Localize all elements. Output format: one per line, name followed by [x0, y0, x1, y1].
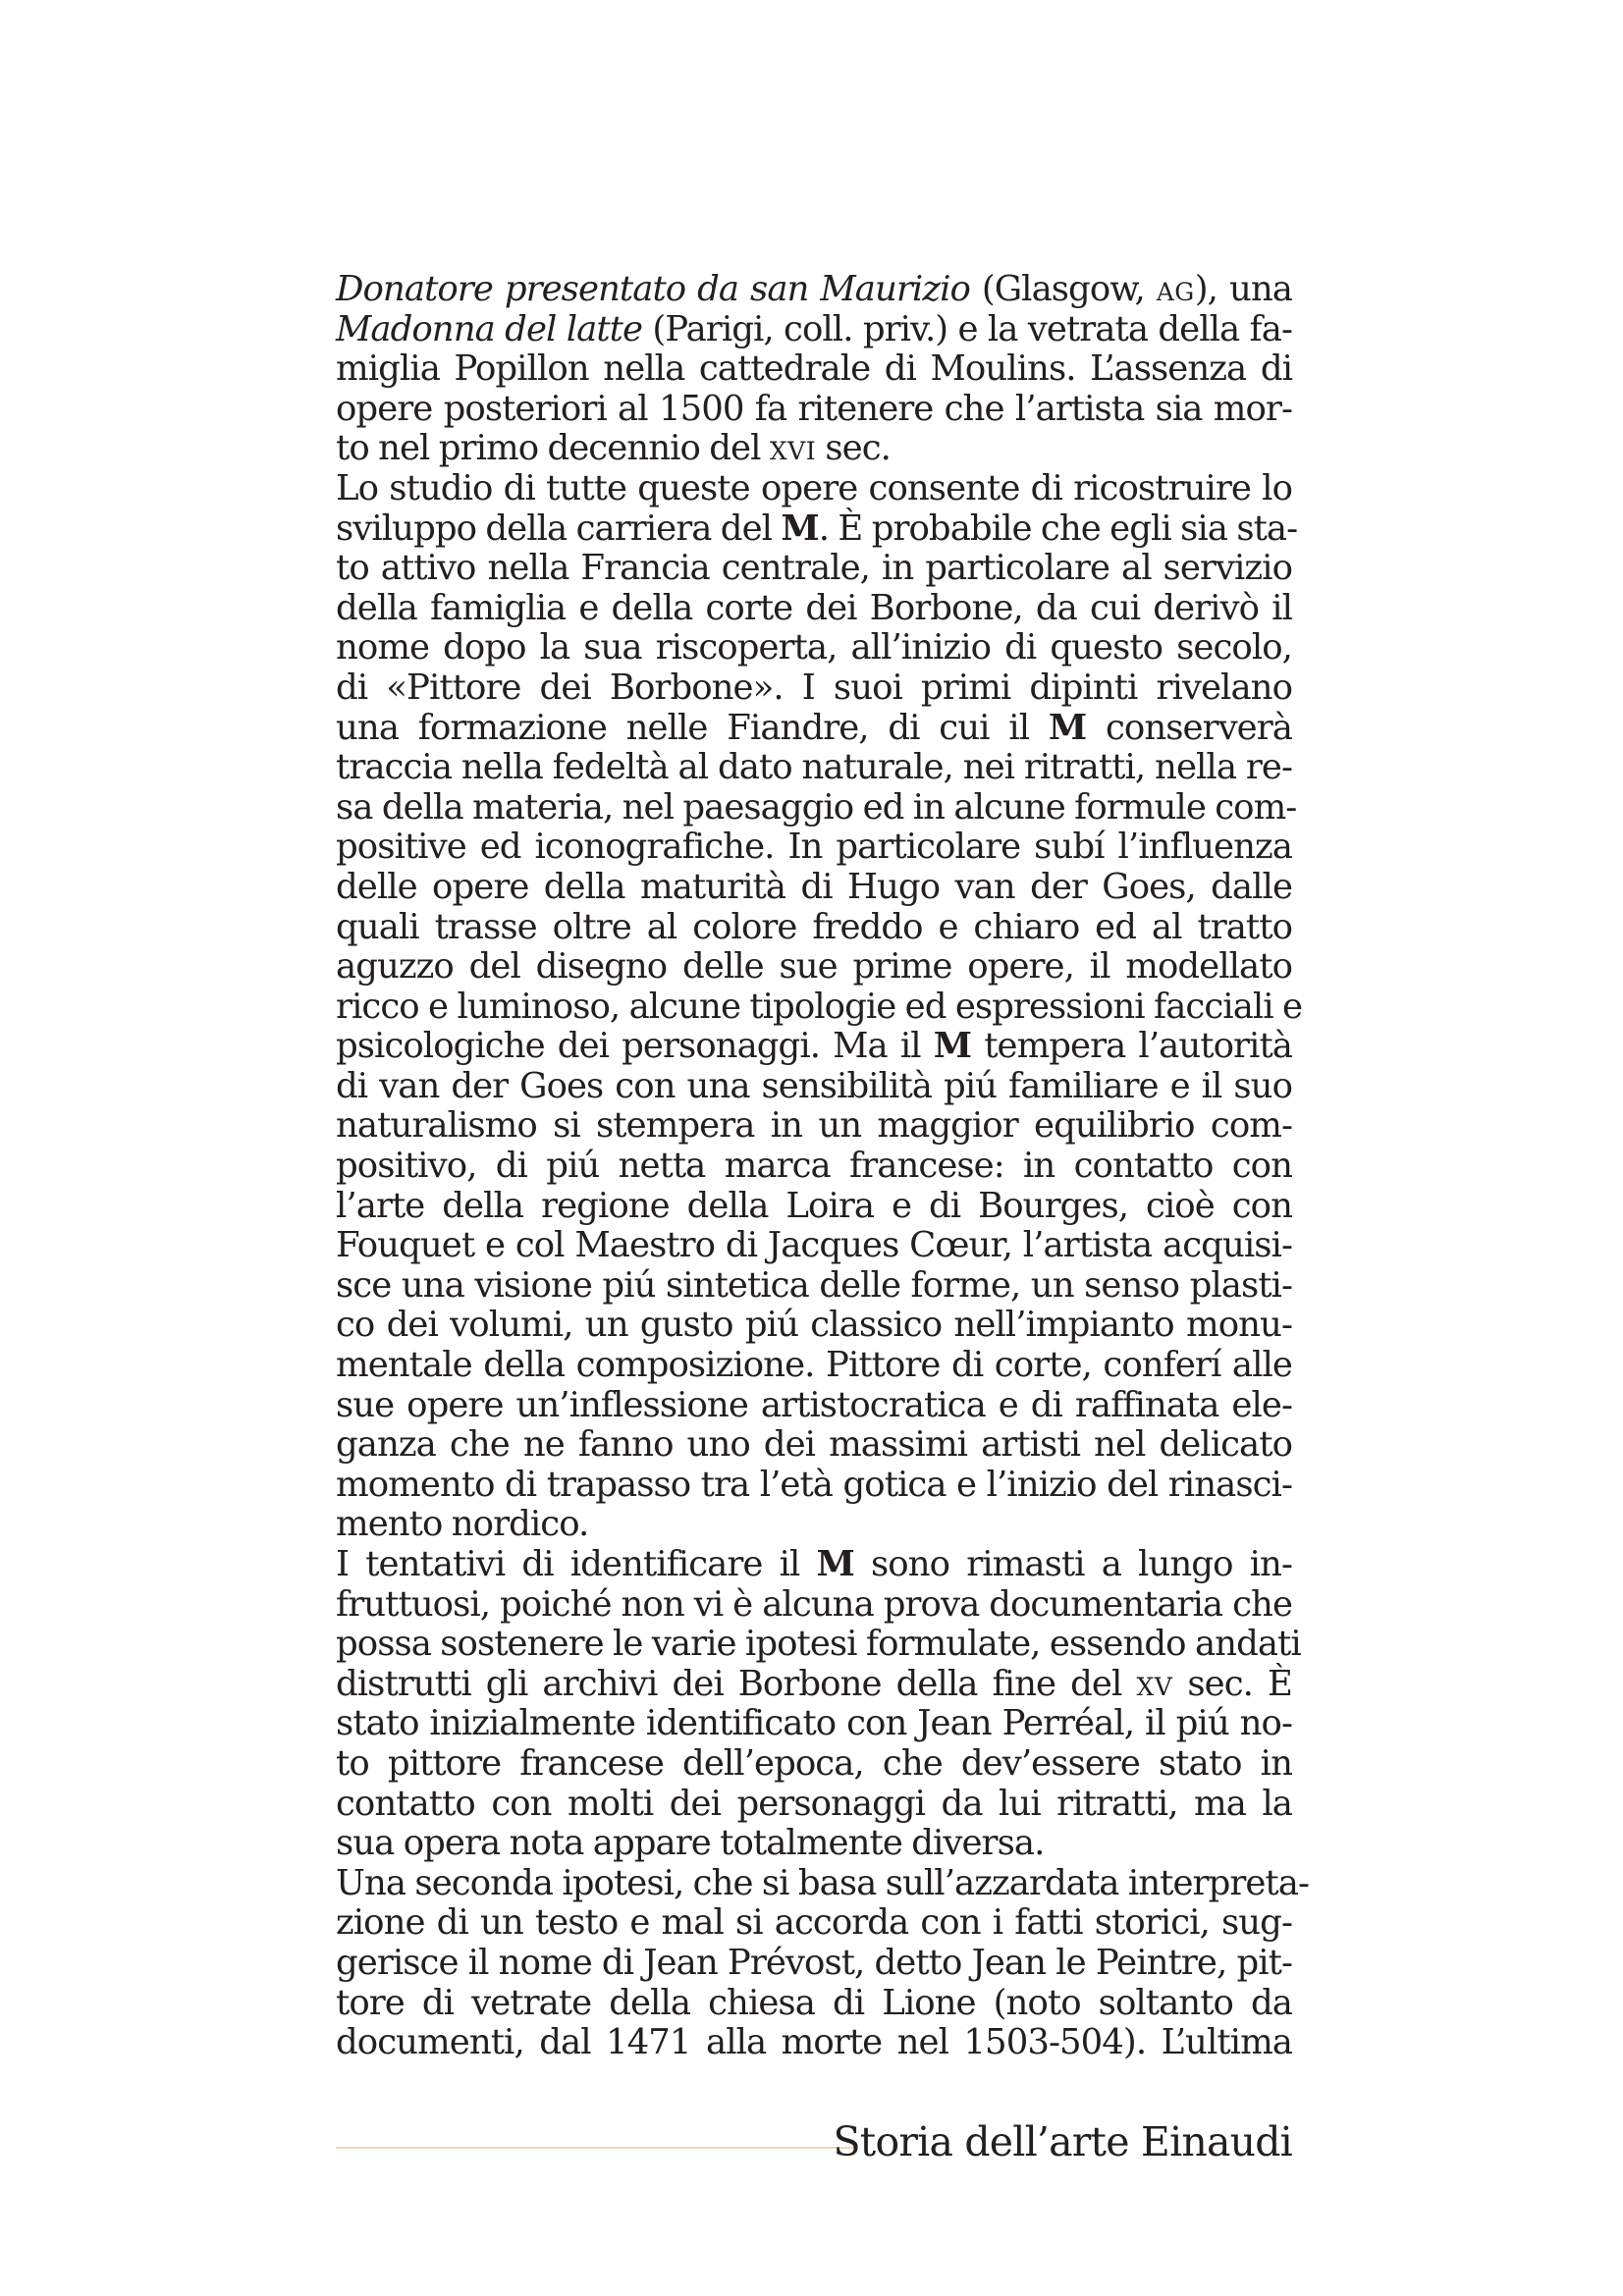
text-line	[336, 908, 1292, 948]
text-line	[336, 1585, 1292, 1626]
text-line	[336, 786, 1297, 828]
text-run: I tentativi di identificare il	[336, 1544, 817, 1584]
paragraph	[336, 467, 1303, 1545]
text-run: momento di trapasso tra l’età gotica e l’inizio del rinasci-	[336, 1464, 1292, 1505]
text-run: gerisce il nome di Jean Prévost, detto Jean le Peintre, pit-	[336, 1942, 1292, 1983]
text-run: Fouquet e col Maestro di Jacques Cœur, l’artista acquisi-	[336, 1225, 1292, 1266]
text-run: l’arte della regione della Loira e di Bourges, cioè con	[336, 1185, 1292, 1226]
text-run: (Parigi, coll. priv.) e la vetrata della fa-	[642, 308, 1292, 349]
text-line	[336, 1266, 1292, 1307]
text-line	[336, 1106, 1292, 1147]
text-run: sviluppo della carriera del	[336, 507, 782, 549]
text-run: aguzzo del disegno delle sue prime opere, il modellato	[336, 946, 1292, 988]
text-line	[336, 1466, 1292, 1506]
italic-title: Donatore presentato da san Maurizio	[336, 269, 970, 309]
text-run: positivo, di piú netta marca francese: in contatto con	[336, 1146, 1292, 1187]
text-line	[336, 390, 1292, 430]
italic-title: Madonna del latte	[336, 308, 643, 349]
text-line	[336, 1984, 1292, 2024]
text-line	[336, 748, 1292, 788]
text-run: traccia nella fedeltà al dato naturale, nei ritratti, nella re-	[336, 747, 1292, 788]
text-line	[336, 828, 1292, 868]
text-line	[336, 1785, 1292, 1825]
small-caps-text: xvi	[769, 428, 817, 469]
text-line	[336, 1346, 1292, 1386]
text-line	[336, 549, 1292, 589]
text-run: delle opere della maturità di Hugo van der Goes, dalle	[336, 866, 1292, 907]
text-run: sua opera nota appare totalmente diversa.	[336, 1823, 1045, 1864]
text-run: naturalismo si stempera in un maggior equilibrio com-	[336, 1105, 1292, 1147]
text-run: . È probabile che egli sia sta-	[818, 507, 1298, 549]
text-run: sa della materia, nel paesaggio ed in alcune formule com-	[336, 786, 1297, 828]
text-run: mentale della composizione. Pittore di corte, conferí alle	[336, 1345, 1292, 1386]
text-run: fruttuosi, poiché non vi è alcuna prova documentaria che	[336, 1583, 1292, 1625]
text-line	[336, 628, 1292, 668]
text-run: to attivo nella Francia centrale, in particolare al servizio	[336, 548, 1292, 589]
text-line	[336, 1505, 1292, 1545]
text-run: Una seconda ipotesi, che si basa sull’azzardata interpreta-	[336, 1862, 1309, 1903]
text-run: mento nordico.	[336, 1504, 589, 1545]
text-line	[336, 469, 1292, 509]
text-run: distrutti gli archivi dei Borbone della fine del	[336, 1663, 1137, 1704]
text-line	[336, 1665, 1292, 1705]
text-line	[336, 1226, 1292, 1266]
text-run: sue opere un’inflessione artistocratica e di raffinata ele-	[336, 1384, 1292, 1425]
text-run: di «Pittore dei Borbone». I suoi primi dipinti rivelano	[336, 667, 1292, 708]
text-run: ricco e luminoso, alcune tipologie ed espressioni facciali e	[336, 986, 1303, 1027]
text-line	[336, 270, 1292, 310]
text-run: tempera l’autorità	[971, 1026, 1292, 1067]
text-line	[336, 1545, 1292, 1585]
master-abbrev: M	[933, 1026, 972, 1067]
master-abbrev: M	[781, 507, 819, 549]
text-run: co dei volumi, un gusto piú classico nell’impianto monu-	[336, 1305, 1292, 1346]
text-line	[336, 1624, 1301, 1665]
small-caps-text: ag	[1156, 269, 1195, 309]
text-line	[336, 868, 1292, 908]
small-caps-text: xv	[1136, 1663, 1173, 1704]
text-line	[336, 1386, 1292, 1426]
text-run: zione di un testo e mal si accorda con i fatti storici, sug-	[336, 1902, 1292, 1944]
text-line	[336, 1027, 1292, 1067]
text-line	[336, 429, 1292, 469]
text-run: conserverà	[1086, 707, 1292, 748]
text-run: (Glasgow,	[969, 269, 1157, 309]
text-line	[336, 1187, 1292, 1227]
text-run: to pittore francese dell’epoca, che dev’essere stato in	[336, 1742, 1292, 1784]
text-line	[336, 1704, 1292, 1744]
master-abbrev: M	[1048, 707, 1087, 748]
text-line	[336, 986, 1303, 1028]
text-line	[336, 668, 1292, 709]
text-run: sec.	[816, 428, 892, 469]
text-line	[336, 1862, 1309, 1904]
text-run: to nel primo decennio del	[336, 428, 770, 469]
text-line	[336, 1067, 1292, 1107]
master-abbrev: M	[816, 1544, 854, 1584]
paragraph	[336, 1544, 1301, 1864]
text-line	[336, 1944, 1292, 1984]
text-line	[336, 349, 1292, 390]
text-run: quali trasse oltre al colore freddo e chiaro ed al tratto	[336, 906, 1292, 947]
text-line	[336, 1425, 1292, 1466]
text-line	[336, 1824, 1292, 1864]
text-run: sce una visione piú sintetica delle forme, un senso plasti-	[336, 1264, 1292, 1306]
text-run: una formazione nelle Fiandre, di cui il	[336, 707, 1049, 748]
text-line	[336, 1147, 1292, 1187]
footer-title: Storia dell’arte Einaudi	[833, 2118, 1292, 2165]
text-run: sono rimasti a lungo in-	[853, 1544, 1292, 1584]
text-line	[336, 2023, 1292, 2063]
text-run: Lo studio di tutte queste opere consente di ricostruire lo	[336, 467, 1292, 508]
text-run: ), una	[1194, 269, 1292, 309]
text-line	[336, 310, 1292, 350]
text-line	[336, 589, 1292, 629]
text-run: positive ed iconografiche. In particolare subí l’influenza	[336, 827, 1292, 868]
text-run: stato inizialmente identificato con Jean Perréal, il piú no-	[336, 1703, 1292, 1744]
text-run: miglia Popillon nella cattedrale di Moulins. L’assenza di	[336, 348, 1292, 390]
text-run: tore di vetrate della chiesa di Lione (noto soltanto da	[336, 1982, 1292, 2023]
text-run: di van der Goes con una sensibilità piú familiare e il suo	[336, 1065, 1292, 1106]
text-run: nome dopo la sua riscoperta, all’inizio di questo secolo,	[336, 627, 1292, 668]
text-run: opere posteriori al 1500 fa ritenere che l’artista sia mor-	[336, 388, 1292, 429]
text-run: psicologiche dei personaggi. Ma il	[336, 1026, 934, 1067]
text-run: possa sostenere le varie ipotesi formulate, essendo andati	[336, 1624, 1301, 1665]
paragraph	[336, 270, 1292, 469]
text-line	[336, 1744, 1292, 1785]
footer-rule	[336, 2147, 856, 2149]
text-line	[336, 507, 1298, 550]
paragraph	[336, 1862, 1309, 2063]
text-run: contatto con molti dei personaggi da lui ritratti, ma la	[336, 1783, 1292, 1824]
text-run: ganza che ne fanno uno dei massimi artisti nel delicato	[336, 1424, 1292, 1466]
text-run: sec. È	[1172, 1663, 1292, 1704]
text-line	[336, 1903, 1292, 1944]
text-line	[336, 1306, 1292, 1346]
text-line	[336, 947, 1292, 988]
text-line	[336, 709, 1292, 749]
text-run: della famiglia e della corte dei Borbone, da cui derivò il	[336, 587, 1292, 628]
text-run: documenti, dal 1471 alla morte nel 1503-504). L’ultima	[336, 2022, 1292, 2063]
body-text	[336, 269, 1309, 2063]
